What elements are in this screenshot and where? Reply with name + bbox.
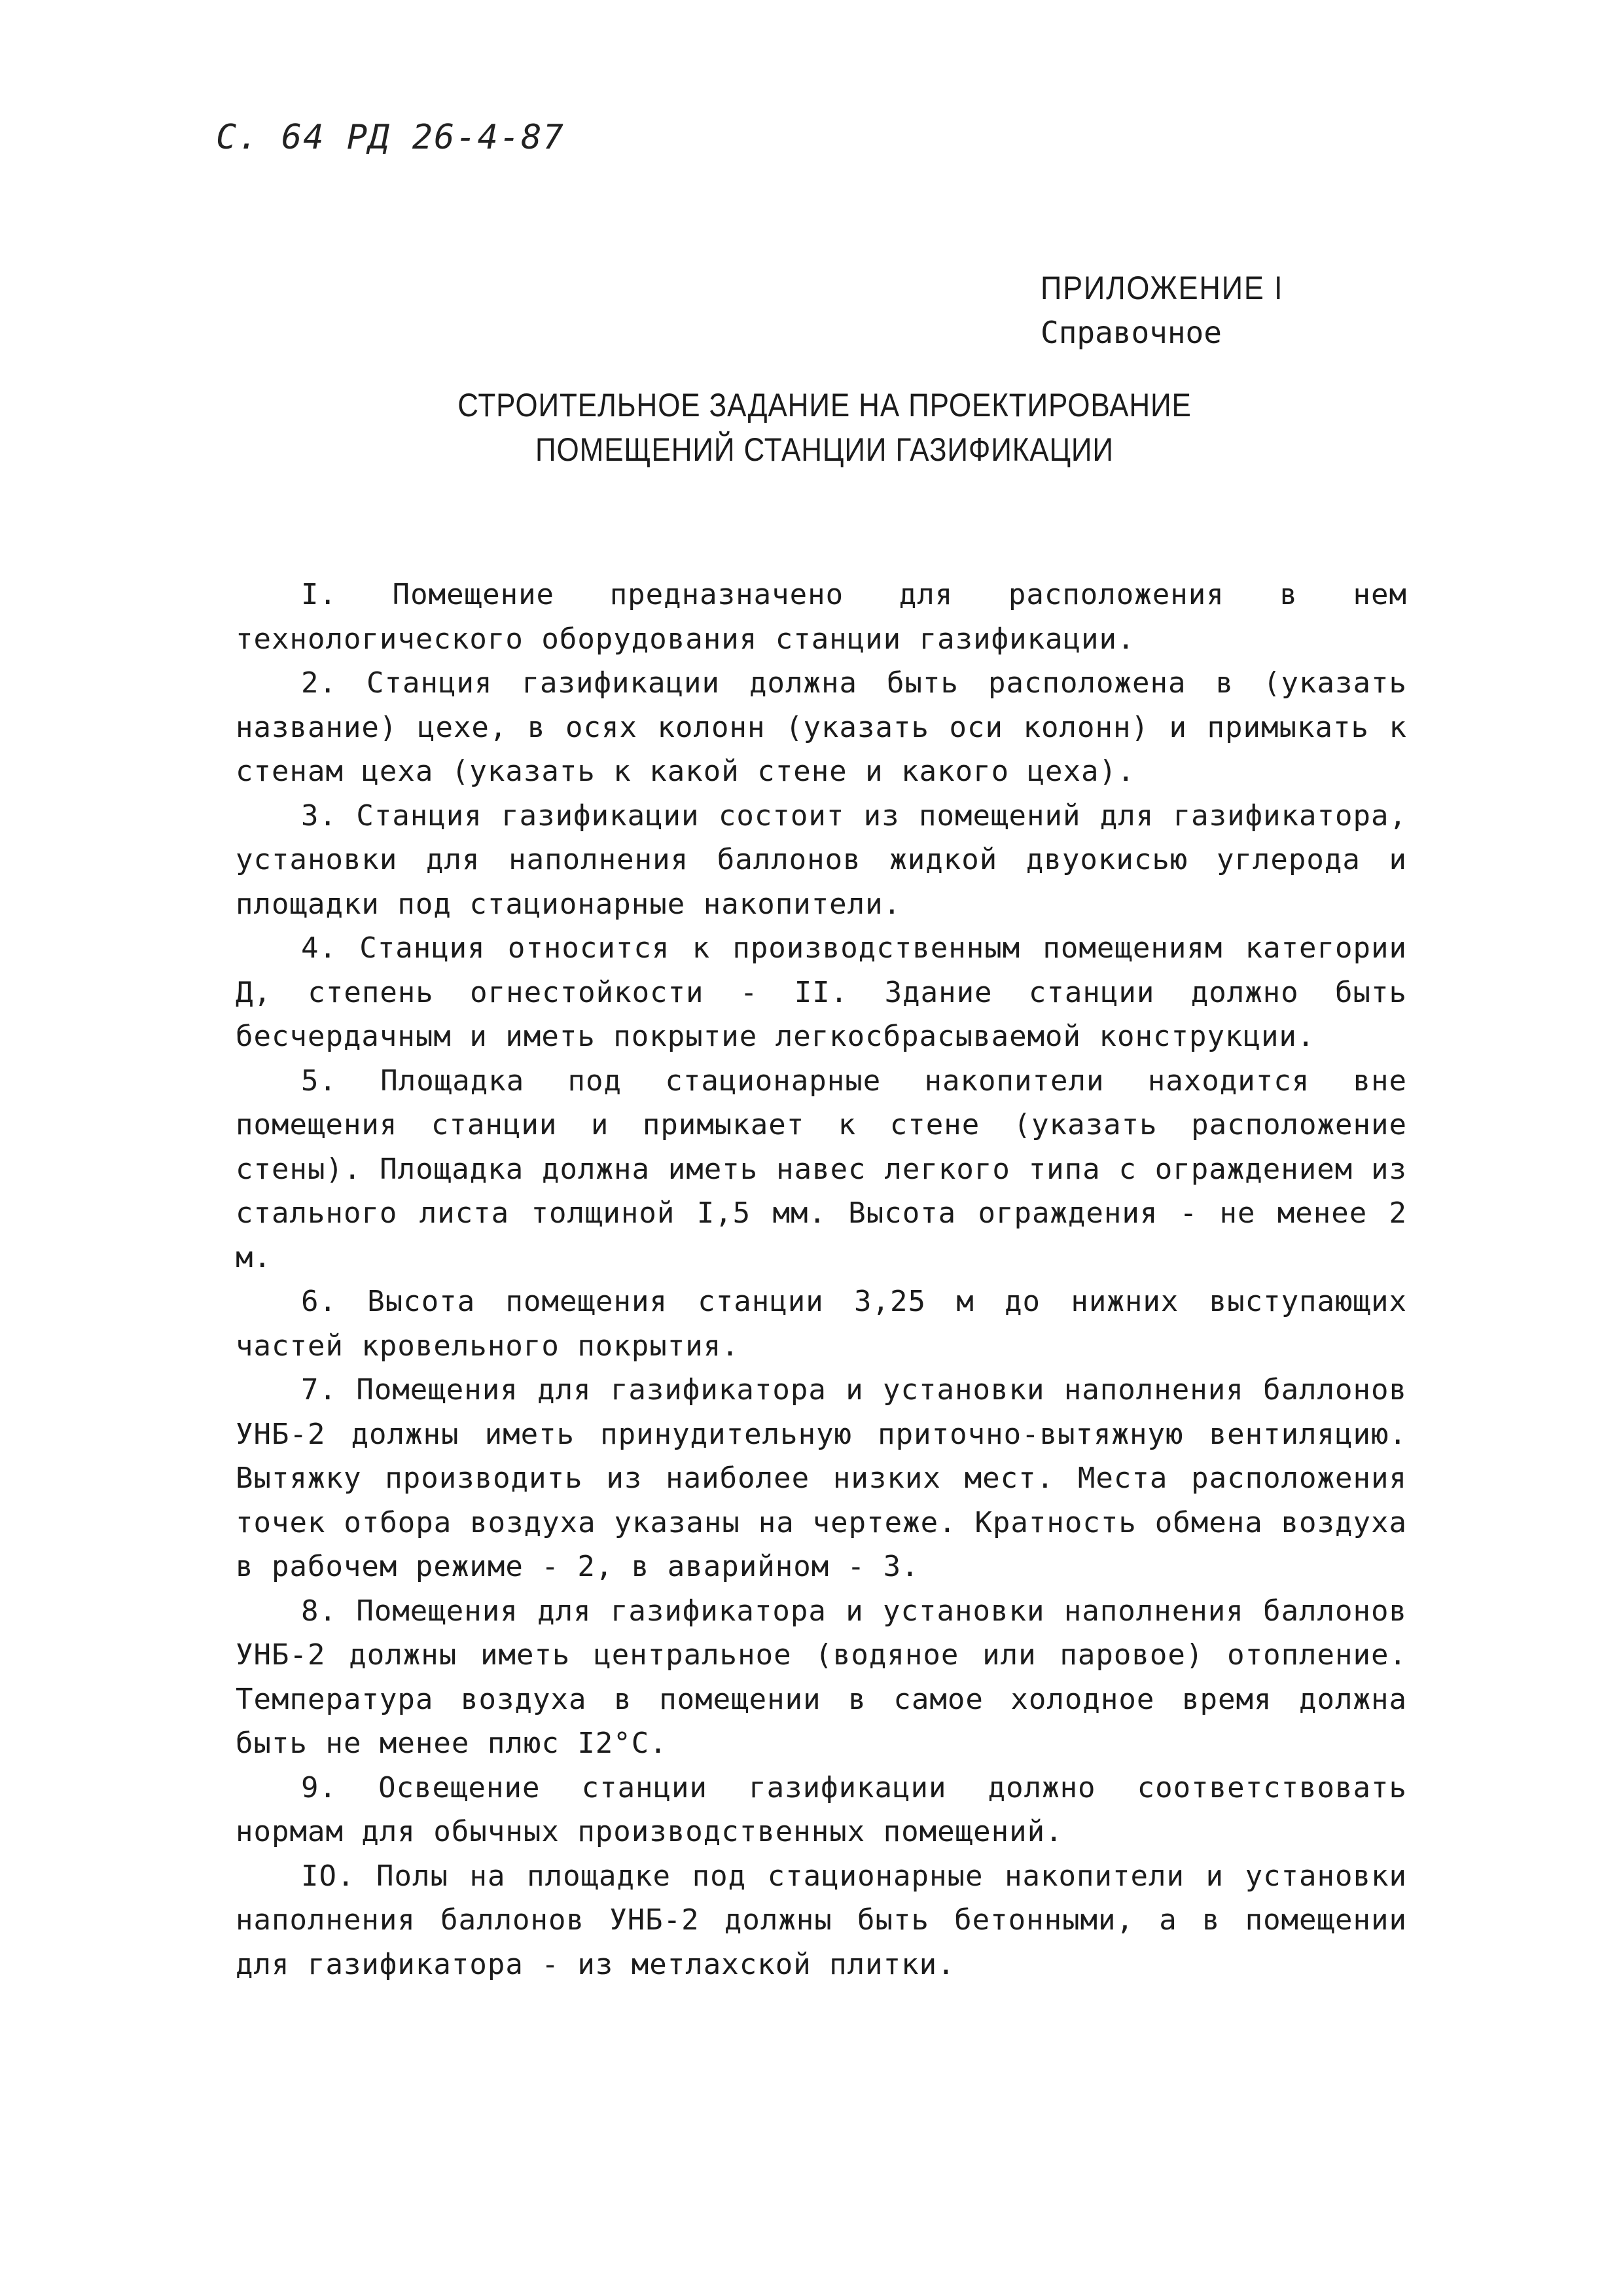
document-title-line-1: СТРОИТЕЛЬНОЕ ЗАДАНИЕ НА ПРОЕКТИРОВАНИЕ xyxy=(457,387,1192,423)
document-title xyxy=(421,383,1228,472)
appendix-subtitle: Справочное xyxy=(1041,315,1222,350)
paragraph-2: 2. Станция газификации должна быть расположена в (указать название) цехе, в осях колонн (указать оси колонн) и примыкать к стенам цеха (указать к какой стене и какого цеха). xyxy=(236,666,1407,788)
appendix-title: ПРИЛОЖЕНИЕ I xyxy=(1041,270,1284,306)
paragraph-9: 9. Освещение станции газификации должно соответствовать нормам для обычных производственных помещений. xyxy=(236,1770,1407,1848)
paragraph-8: 8. Помещения для газификатора и установки наполнения баллонов УНБ-2 должны иметь центральное (водяное или паровое) отопление. Температура воздуха в помещении в самое холодное время должна быть не менее плюс I2°С. xyxy=(236,1594,1407,1760)
paragraph-7: 7. Помещения для газификатора и установки наполнения баллонов УНБ-2 должны иметь принудительную приточно-вытяжную вентиляцию. Вытяжку производить из наиболее низких мест. Места расположения точек отбора воздуха указаны на чертеже. Кратность обмена воздуха в рабочем режиме - 2, в аварийном - 3. xyxy=(236,1373,1407,1583)
paragraph-5: 5. Площадка под стационарные накопители находится вне помещения станции и примыкает к стене (указать расположение стены). Площадка должна иметь навес легкого типа с ограждением из стального листа толщиной I,5 мм. Высота ограждения - не менее 2 м. xyxy=(236,1064,1407,1274)
document-title-line-2: ПОМЕЩЕНИЙ СТАНЦИИ ГАЗИФИКАЦИИ xyxy=(535,431,1114,468)
paragraph-1: I. Помещение предназначено для расположения в нем технологического оборудования станции газификации. xyxy=(236,578,1407,656)
paragraph-6: 6. Высота помещения станции 3,25 м до нижних выступающих частей кровельного покрытия. xyxy=(236,1285,1407,1363)
paragraph-3: 3. Станция газификации состоит из помещений для газификатора, установки для наполнения баллонов жидкой двуокисью углерода и площадки под стационарные накопители. xyxy=(236,798,1407,921)
appendix-block xyxy=(1041,265,1302,354)
document-reference: С. 64 РД 26-4-87 xyxy=(216,118,565,157)
paragraph-4: 4. Станция относится к производственным помещениям категории Д, степень огнестойкости - II. Здание станции должно быть бесчердачным и иметь покрытие легкосбрасываемой конструкции. xyxy=(236,931,1407,1053)
document-body xyxy=(236,573,1407,1986)
paragraph-10: IO. Полы на площадке под стационарные накопители и установки наполнения баллонов УНБ-2 должны быть бетонными, а в помещении для газификатора - из метлахской плитки. xyxy=(236,1859,1407,1981)
